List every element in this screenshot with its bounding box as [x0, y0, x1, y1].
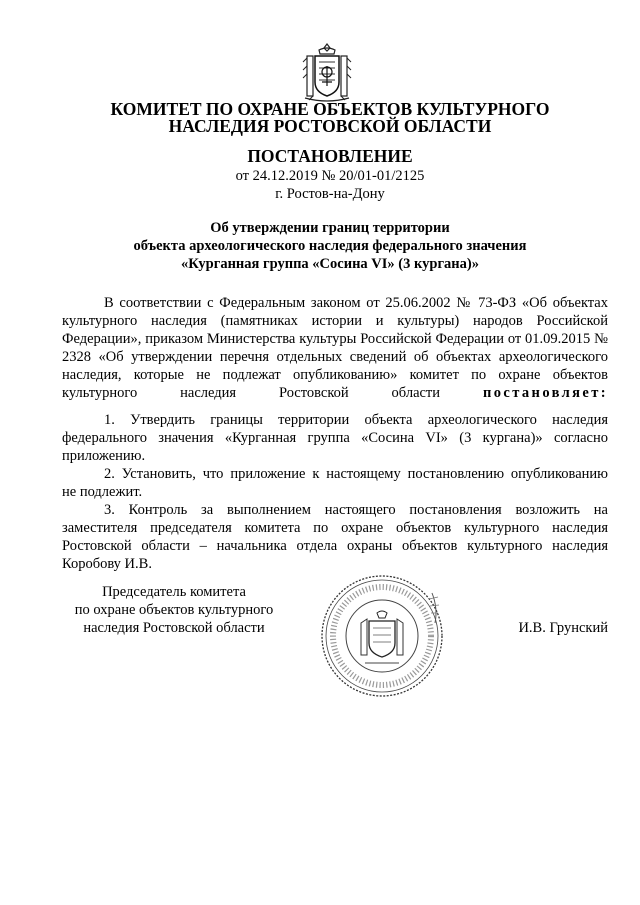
- document-type: ПОСТАНОВЛЕНИЕ: [247, 146, 413, 166]
- subject-line-2: объекта археологического наследия федерального значения: [133, 238, 527, 254]
- coat-of-arms-icon: [297, 42, 357, 104]
- document-meta: [60, 167, 600, 203]
- date-number: от 24.12.2019 № 20/01-01/2125: [235, 168, 425, 184]
- preamble-text: В соответствии с Федеральным законом от 25.06.2002 № 73-ФЗ «Об объектах культурного наследия (памятниках истории и культуры) народов Российской Федерации», приказом Министерства культуры Российской Федерации от 01.09.2015 № 2328 «Об утверждении перечня отдельных сведений об объектах археологического наследия, которые не подлежат опубликованию» комитет по охране объектов культурного наследия Ростовской области: [62, 295, 608, 401]
- item-1-paragraph: 1. Утвердить границы территории объекта археологического наследия федерального значения «Курганная группа «Сосина VI» (3 кургана)» согласно приложению.: [62, 412, 608, 464]
- subject-line-1: Об утверждении границ территории: [210, 220, 450, 236]
- signatory-position: [62, 583, 286, 637]
- subject-line-3: «Курганная группа «Сосина VI» (3 кургана)»: [181, 256, 479, 272]
- position-line-2: по охране объектов культурного: [74, 602, 274, 618]
- item-2-line-1: 2. Установить, что приложение к настоящему постановлению опубликованию: [104, 466, 608, 482]
- org-name-line-2: НАСЛЕДИЯ РОСТОВСКОЙ ОБЛАСТИ: [168, 116, 492, 136]
- item-2-line-2: не подлежит.: [62, 484, 143, 500]
- signatory-name: И.В. Грунский: [518, 620, 608, 636]
- org-name-line-1: КОМИТЕТ ПО ОХРАНЕ ОБЪЕКТОВ КУЛЬТУРНОГО: [110, 99, 550, 119]
- document-subject: [60, 219, 600, 273]
- city: г. Ростов-на-Дону: [275, 186, 385, 202]
- resolves-keyword: постановляет:: [482, 385, 609, 401]
- preamble-paragraph: [62, 294, 608, 402]
- official-seal-icon: [317, 573, 447, 699]
- position-line-3: наследия Ростовской области: [83, 620, 265, 636]
- position-line-1: Председатель комитета: [102, 584, 246, 600]
- item-3-paragraph: 3. Контроль за выполнением настоящего постановления возложить на заместителя председателя комитета по охране объектов культурного наследия Ростовской области – начальника отдела охраны объектов культурного наследия Коробову И.В.: [62, 502, 608, 572]
- organization-header: [60, 101, 600, 135]
